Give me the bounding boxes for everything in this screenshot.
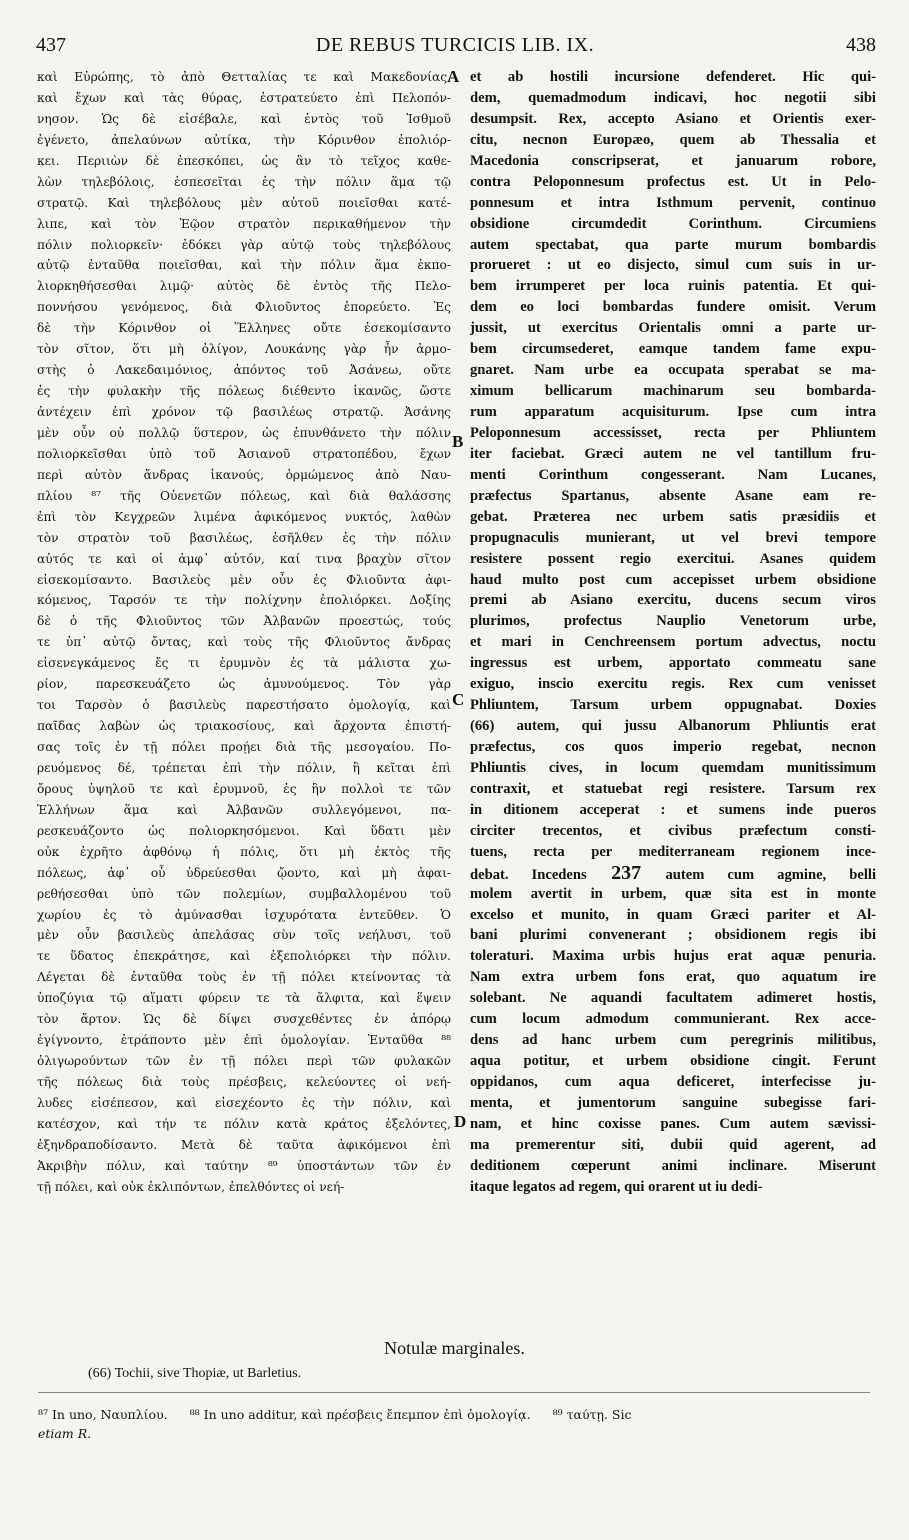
greek-text-line: καὶ ἔχων καὶ τὰς θύρας, ἐστρατεύετο ἐπὶ Πελοπόν- [37, 90, 451, 105]
latin-text-line: et ab hostili incursione defenderet. Hic qui- [470, 69, 876, 85]
greek-text-line: τε ὑπ᾽ αὐτῷ ὄντας, καὶ τοὺς τῆς Φλιοῦντος ἄνδρας [37, 635, 451, 650]
latin-text-line: citu, necnon Europæo, quem ab Thessalia et [470, 131, 876, 148]
greek-text-line: λιορκηθήσεσθαι λιμῷ· αὐτὸς δὲ ἐντὸς τῆς Πελο- [37, 279, 451, 294]
greek-text-line: ὄρους ὑψηλοῦ τε καὶ ἐρυμνοῦ, ἐς ἣν πολλοὶ τε τῶν [37, 781, 451, 796]
latin-text-line: et mari in Cenchreensem portum advectus, noctu [470, 634, 876, 651]
page-number-right: 438 [846, 34, 876, 56]
latin-text-line: solebant. Ne aquandi facultatem adimeret hostis, [470, 990, 876, 1007]
greek-text-line: ὀλιγωρούντων τῶν ἐν τῇ πόλει περὶ τῶν φυλακῶν [37, 1054, 451, 1069]
footnote-divider [38, 1392, 870, 1393]
greek-text-line: τε ὕδατος ἐπεκράτησε, καὶ ἐξεπολιόρκει τὴν πόλιν. [37, 949, 451, 964]
footnote-89-continued: etiam R. [38, 1426, 92, 1441]
greek-text-line: τῇ πόλει, καὶ οὐκ ἐκλιπόντων, ἐπελθόντες οἱ νεή- [37, 1179, 345, 1194]
greek-text-line: κόμενος, Ταρσόν τε τὴν πολίχνην ἐπολιόρκει. Δοξίης [37, 593, 451, 608]
greek-text-line: ρίον, παρεσκευάζετο ὡς ἀμυνούμενος. Τὸν γὰρ [37, 677, 451, 692]
greek-text-line: τοι Ταρσὸν ὁ βασιλεὺς παρεστήσατο ὁμολογίᾳ, καὶ [37, 698, 451, 713]
latin-text-line: præfectus, cos quos imperio regebat, necnon [470, 739, 876, 755]
latin-text-line: autem spectabat, qua parte murum bombardis [470, 236, 876, 253]
latin-text-line: ponnesum et intra Isthmum pervenit, continuo [470, 194, 876, 211]
latin-text-line: propugnaculis munierant, ut vel brevi tempore [470, 529, 876, 546]
page-header [30, 34, 880, 64]
margin-marker-b: B [452, 432, 464, 451]
latin-text-line: molem avertit in urbem, quæ sita est in monte [470, 885, 876, 902]
latin-text-line: gnaret. Nam urbe ea occupata sperabat se ma- [470, 362, 876, 379]
greek-text-line: δὲ τὴν Κόρινθον οἱ Ἕλληνες οὔτε ἐσεκομίσαντο [37, 321, 451, 336]
margin-marker-c: C [452, 690, 465, 709]
latin-text-line: Nam extra urbem fons erat, quo aquatum ire [470, 969, 876, 986]
latin-text-line: debat. Incedens 237 autem cum agmine, belli [470, 862, 876, 884]
latin-text-line: cum locum admodum communierant. Rex acce- [470, 1011, 876, 1028]
latin-text-line: deditionem cœperunt animi inclinare. Miserunt [470, 1157, 876, 1174]
greek-text-line: στὴς ὁ Λακεδαιμόνιος, ἀπόντος τοῦ Ἀσάνεω, οὔτε [37, 363, 451, 378]
greek-text-line: πολιορκεῖσθαι ὑπὸ τοῦ Ἀσιανοῦ στρατοπέδου, ἔχων [37, 446, 451, 461]
greek-text-line: ποννήσου γενόμενος, διὰ Φλιοῦντος ἐπορεύετο. Ἐς [37, 300, 451, 315]
latin-text-line: (66) autem, qui jussu Albanorum Phliuntis erat [470, 718, 876, 735]
latin-text-line: resistere possent regio exercitui. Asanes quidem [470, 550, 876, 567]
greek-text-line: ρεθήσεσθαι ὑπὸ τῶν πολεμίων, συμβαλλομένου τοῦ [37, 886, 451, 901]
greek-text-line: εἰσεκομίσαντο. Βασιλεὺς μὲν οὖν ἐς Φλιοῦντα ἀφι- [37, 572, 451, 587]
latin-text-line: obsidione circumdedit Corinthum. Circumiens [470, 215, 876, 232]
greek-text-line: ἐπὶ τὸν Κεγχρεῶν λιμένα ἀφικόμενος νυκτός, λαθὼν [37, 509, 451, 524]
latin-text-line: ingressus est urbem, apportato commeatu sane [470, 655, 876, 672]
greek-text-line: λιπε, καὶ τὸν Ἑῷον στρατὸν περικαθήμενον τὴν [37, 216, 451, 231]
latin-text-column [470, 67, 876, 1335]
latin-text-line: dem, quemadmodum indicavi, hoc negotii sibi [470, 89, 876, 106]
latin-text-line: in ditionem acceperat : et sumens inde pueros [470, 801, 876, 818]
greek-text-column [37, 67, 451, 1335]
greek-text-line: ἐγένετο, ἀπελαύνων αὐτίκα, τὴν Κόρινθον ἐπολιόρ- [37, 132, 451, 147]
greek-text-line: νησον. Ὡς δὲ εἰσέβαλε, καὶ ἐντὸς τοῦ Ἰσθμοῦ [37, 111, 451, 126]
latin-text-line: Macedonia conscripserat, et januarum robore, [470, 152, 876, 169]
greek-text-line: ἐξηνδραποδίσαντο. Μετὰ δὲ ταῦτα ἀφικόμενοι ἐπὶ [37, 1137, 451, 1152]
greek-text-line: παῖδας λαβὼν ὡς τριακοσίους, καὶ ἄρχοντα ἐπιστή- [37, 719, 451, 734]
greek-text-line: λυδες εἰσέπεσον, καὶ εἰσεχέοντο ἐς τὴν πόλιν, καὶ [37, 1095, 451, 1110]
greek-text-line: τὸν ἄρτον. Ὡς δὲ δίψει συσχεθέντες ἐν ἀπόρῳ [37, 1012, 451, 1027]
greek-text-line: μὲν οὖν βασιλεὺς ἀπελάσας σὺν τοῖς νεήλυσι, τοῦ [37, 928, 451, 943]
greek-text-line: αὐτός τε καὶ οἱ ἀμφ᾽ αὐτόν, καί τινα βραχὺν σῖτον [37, 551, 451, 566]
greek-text-line: ἀντέχειν ἐπὶ χρόνον τῷ βασιλέως στρατῷ. Ἀσάνης [37, 405, 451, 419]
latin-text-line: præfectus Spartanus, absente Asane eam re- [470, 487, 876, 504]
latin-text-line: menta, et jumentorum sanguine subegisse fari- [470, 1094, 876, 1111]
latin-text-line: bem circumsederet, eamque tandem fame expu- [470, 341, 876, 358]
footnote-89: ⁸⁹ ταύτῃ. Sic [552, 1407, 632, 1422]
greek-text-line: ρεσκευάζοντο ὡς πολιορκησόμενοι. Καὶ ὕδατι μὲν [37, 823, 451, 838]
latin-text-fragment: autem cum agmine, belli [665, 866, 876, 883]
greek-text-line: Ἀκριβὴν πόλιν, καὶ ταύτην ⁸⁹ ὑποστάντων τῶν ἐν [37, 1158, 451, 1173]
footnote-87: ⁸⁷ In uno, Ναυπλίου. [38, 1407, 168, 1422]
latin-text-line: contra Peloponnesum profectus est. Ut in Pelo- [470, 173, 876, 190]
latin-text-line: nam, et hinc coxisse panes. Cum autem sævissi- [470, 1115, 876, 1132]
latin-text-line: circiter trecentos, et civibus præfectum consti- [470, 822, 876, 839]
latin-text-line: excelso et munito, in quam Græci pariter et Al- [470, 906, 876, 923]
greek-text-line: ρευόμενος δέ, τρέπεται ἐπὶ τὴν πόλιν, ἣ κεῖται ἐπὶ [37, 760, 451, 775]
inline-section-number: 237 [586, 862, 666, 884]
latin-text-line: haud multo post cum accepisset urbem obsidione [470, 571, 876, 588]
greek-text-line: εἰσενεγκάμενος ἔς τι ἐρυμνὸν ἐς τὰ μάλιστα χω- [37, 656, 451, 671]
latin-text-line: Phliuntis cives, in locum quemdam munitissimum [470, 759, 876, 776]
greek-text-line: ὑποζύγια τῷ αἵματι φύρειν τε τὰ ἄλφιτα, καὶ ἕψειν [37, 991, 451, 1006]
latin-text-line: ma premerentur siti, dubii quid agerent, ad [470, 1136, 876, 1153]
latin-text-line: ximum bellicarum machinarum seu bombarda- [470, 383, 876, 400]
latin-text-line: rum apparatum acquisiturum. Ipse cum intra [470, 404, 876, 420]
greek-text-line: σας τοῖς ἐν τῇ πόλει προῄει διὰ τῆς μεσογαίου. Πο- [37, 740, 451, 754]
greek-text-line: περὶ αὑτὸν ἄνδρας ἱκανούς, ὁρμώμενος ἀπὸ Ναυ- [37, 467, 451, 482]
latin-text-line: plurimos, profectus Nauplio Venetorum urbe, [470, 613, 876, 630]
latin-text-line: exiguo, inscio exercitu regis. Rex cum venisset [470, 676, 876, 693]
greek-text-line: πόλεως, ἀφ᾽ οὗ ὑδρεύεσθαι ᾤοντο, καὶ μὴ ἀφαι- [37, 865, 451, 880]
latin-text-line: Phliuntem, Tarsum urbem oppugnabat. Doxies [470, 697, 876, 714]
latin-text-line: prorueret : ut eo disjecto, simul cum suis in ur- [470, 257, 876, 274]
greek-text-line: οὐκ ἐχρῆτο ἀφθόνῳ ἡ πόλις, ὅτι μὴ ἐκτὸς τῆς [37, 844, 451, 859]
latin-text-line: menti Corinthum congesserant. Nam Lucanes, [470, 466, 876, 483]
latin-text-line: toleraturi. Maxima urbis hujus erat aquæ penuria. [470, 948, 876, 965]
latin-text-line: bani plurimi convenerant ; obsidionem regis ibi [470, 927, 876, 944]
margin-marker-a: A [447, 67, 460, 86]
greek-text-line: ἐς τὴν φυλακὴν τῆς πόλεως διέθεντο ἱκανῶς, ὥστε [37, 384, 451, 399]
greek-text-line: Λέγεται δὲ ἐνταῦθα τοὺς ἐν τῇ πόλει κτείνοντας τὰ [37, 970, 451, 985]
greek-text-line: κει. Περιιὼν δὲ ἐπεσκόπει, ὡς ἂν τὸ τεῖχος καθε- [37, 153, 451, 168]
latin-text-line: bem irrumperet per loca ruinis patentia. Et qui- [470, 278, 876, 295]
latin-text-line: aqua potitur, et urbem obsidione cingit. Ferunt [470, 1053, 876, 1070]
latin-text-line: itaque legatos ad regem, qui orarent ut iu dedi- [470, 1178, 763, 1195]
greek-text-line: στρατῷ. Καὶ τηλεβόλους μὲν αὐτοῦ ποιεῖσθαι κατέ- [37, 195, 451, 210]
margin-marker-d: D [454, 1112, 467, 1131]
greek-text-line: κατέσχον, καὶ τήν τε πόλιν κατὰ κράτος ἑξελόντες, [37, 1116, 451, 1131]
greek-text-line: πόλιν πολιορκεῖν· ἐδόκει γὰρ αὐτῷ τοὺς τηλεβόλους [37, 237, 451, 252]
latin-text-line: tuens, recta per mediterraneam regionem ince- [470, 843, 876, 860]
latin-text-line: contraxit, et statuebat regi resistere. Tarsum rex [470, 780, 876, 797]
footnote-88: ⁸⁸ In uno additur, καὶ πρέσβεις ἔπεμπον ἐπὶ ὁμολογίᾳ. [189, 1407, 531, 1422]
page-number-left: 437 [36, 34, 66, 56]
marginal-note-66: (66) Tochii, sive Thopiæ, ut Barletius. [88, 1366, 302, 1381]
greek-text-line: τὸν σῖτον, ὅτι μὴ ὀλίγον, Λουκάνης γὰρ ἦν ἁρμο- [37, 342, 451, 357]
greek-text-line: τὸν στρατὸν τοῦ βασιλέως, ἐσῆλθεν ἐς τὴν πόλιν [37, 530, 451, 545]
greek-text-line: τῆς πόλεως διὰ τοὺς πρέσβεις, κελεύοντες οἱ νεή- [37, 1075, 451, 1089]
notulae-heading: Notulæ marginales. [384, 1338, 525, 1358]
greek-text-line: πλίου ⁸⁷ τῆς Οὐενετῶν πόλεως, καὶ διὰ θαλάσσης [37, 488, 451, 503]
latin-text-line: iter faciebat. Græci autem ne vel tantillum fru- [470, 445, 876, 462]
latin-text-line: Peloponnesum accessisset, recta per Phliuntem [470, 424, 876, 441]
greek-text-line: μὲν οὖν οὐ πολλῷ ὕστερον, ὡς ἐπυνθάνετο τὴν πόλιν [37, 425, 451, 440]
latin-text-line: premi ab Asiano exercitu, ducens secum viros [470, 592, 876, 609]
footnotes [38, 1405, 878, 1443]
greek-text-line: λὼν τηλεβόλοις, ἐσπεσεῖται ἐς τὴν πόλιν ἅμα τῷ [37, 174, 451, 189]
latin-text-line: desumpsit. Rex, accepto Asiano et Orientis exer- [470, 110, 876, 127]
greek-text-line: δὲ ὁ τῆς Φλιοῦντος τῶν Ἀλβανῶν προεστώς, τούς [37, 614, 451, 629]
greek-text-line: Ἑλλήνων ἅμα καὶ Ἀλβανῶν συλλεγόμενοι, πα- [37, 802, 451, 817]
greek-text-line: χωρίου ἐς τὸ ἀμύνασθαι ἰσχυρότατα ἐντεῦθεν. Ὁ [37, 907, 451, 922]
greek-text-line: καὶ Εὐρώπης, τὸ ἀπὸ Θετταλίας τε καὶ Μακεδονίας, [37, 70, 451, 84]
latin-text-line: dem eo loci bombardas fundere omisit. Verum [470, 299, 876, 316]
greek-text-line: αὐτῷ ἐνταῦθα ποιεῖσθαι, καὶ τὴν πόλιν ἅμα ἐκπο- [37, 258, 451, 273]
latin-text-line: gebat. Præterea nec urbem satis præsidiis et [470, 508, 876, 525]
latin-text-line: dens ad hanc urbem cum peregrinis militibus, [470, 1032, 876, 1049]
latin-text-line: oppidanos, cum aqua deficeret, interfecisse ju- [470, 1074, 876, 1090]
running-title: DE REBUS TURCICIS LIB. IX. [315, 34, 595, 56]
latin-text-line: jussit, ut exercitus Orientalis omni a parte ur- [470, 320, 876, 337]
greek-text-line: ἐγίγνοντο, ἐτράποντο μὲν ἐπὶ ὁμολογίαν. Ἐνταῦθα ⁸⁸ [37, 1033, 451, 1048]
